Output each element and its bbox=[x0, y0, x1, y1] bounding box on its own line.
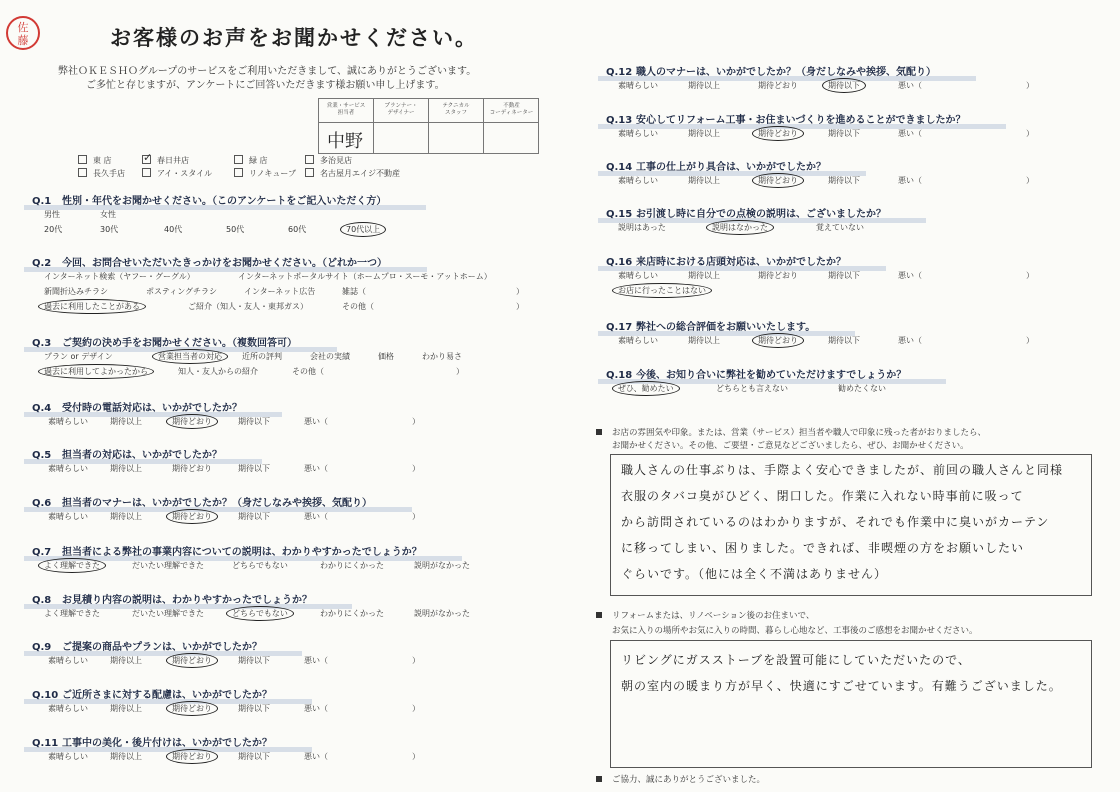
answer-option[interactable]: わかりにくかった bbox=[320, 561, 384, 570]
question-q5 bbox=[32, 446, 222, 461]
answer-option[interactable]: 期待以上 bbox=[110, 512, 142, 521]
answer-option[interactable]: だいたい理解できた bbox=[132, 609, 204, 618]
answer-option[interactable]: 期待以上 bbox=[688, 176, 720, 185]
answer-option[interactable]: 期待以上 bbox=[688, 129, 720, 138]
answer-option-selected[interactable]: 説明はなかった bbox=[706, 220, 774, 235]
answer-option-selected[interactable]: どちらでもない bbox=[226, 606, 294, 621]
answer-option[interactable]: ） bbox=[516, 302, 524, 311]
question-text: 性別・年代をお聞かせください。（このアンケートをご記入いただく方） bbox=[62, 196, 387, 207]
answer-option[interactable]: インターネット広告 bbox=[244, 287, 316, 296]
question-q17 bbox=[606, 318, 815, 333]
question-q11 bbox=[32, 734, 272, 749]
answer-option[interactable]: その他（ bbox=[292, 367, 324, 376]
comment2-prompt-2: お気に入りの場所やお気に入りの時間、暮らし心地など、工事後のご感想をお聞かせください。 bbox=[612, 626, 978, 636]
store-midori[interactable]: 緑 店 bbox=[234, 155, 268, 166]
answer-option[interactable]: 素晴らしい bbox=[48, 417, 88, 426]
comment1-prompt-2: お聞かせください。その他、ご要望・ご意見などございましたら、ぜひ、お聞かせください。 bbox=[612, 441, 969, 451]
answer-option[interactable]: ） bbox=[1026, 271, 1034, 280]
answer-option[interactable]: 50代 bbox=[226, 225, 245, 234]
question-number: Q.14 bbox=[606, 162, 633, 173]
answer-option-selected[interactable]: 過去に利用してよかったから bbox=[38, 364, 154, 379]
answer-option[interactable]: わかりにくかった bbox=[320, 609, 384, 618]
question-text: 今回、お問合せいただいたきっかけをお聞かせください。（どれか一つ） bbox=[62, 258, 387, 269]
answer-option[interactable]: 知人・友人からの紹介 bbox=[178, 367, 258, 376]
answer-option[interactable]: 説明がなかった bbox=[414, 561, 470, 570]
question-number: Q.16 bbox=[606, 257, 633, 268]
comment2-box[interactable] bbox=[610, 640, 1092, 768]
answer-option[interactable]: 男性 bbox=[44, 210, 60, 219]
answer-option[interactable]: 素晴らしい bbox=[48, 464, 88, 473]
answer-option[interactable]: 40代 bbox=[164, 225, 183, 234]
answer-option[interactable]: だいたい理解できた bbox=[132, 561, 204, 570]
comment1-line-4: に移ってしまい、困りました。できれば、非喫煙の方をお願いしたい bbox=[621, 541, 1025, 555]
answer-option-selected[interactable]: 期待どおり bbox=[166, 414, 218, 429]
answer-option[interactable]: 新聞折込みチラシ bbox=[44, 287, 108, 296]
answer-option-selected[interactable]: 期待どおり bbox=[752, 333, 804, 348]
intro-line-1: 弊社ＯＫＥＳＨＯグループのサービスをご利用いただきまして、誠にありがとうございます。 bbox=[58, 66, 477, 77]
staff-table bbox=[318, 98, 539, 154]
question-text: 工事中の美化・後片付けは、いかがでしたか？ bbox=[62, 738, 272, 749]
answer-option[interactable]: 悪い（ bbox=[898, 336, 922, 345]
question-text: 受付時の電話対応は、いかがでしたか？ bbox=[62, 403, 242, 414]
answer-option[interactable]: 期待どおり bbox=[758, 81, 798, 90]
answer-option[interactable]: 期待以上 bbox=[110, 752, 142, 761]
question-q3 bbox=[32, 334, 297, 349]
question-q9 bbox=[32, 638, 262, 653]
intro-line-2: ご多忙と存じますが、アンケートにご回答いただきます様お願い申し上げます。 bbox=[86, 80, 445, 91]
question-number: Q.15 bbox=[606, 209, 633, 220]
answer-option[interactable]: ） bbox=[412, 752, 420, 761]
answer-option[interactable]: 素晴らしい bbox=[48, 512, 88, 521]
comment1-line-3: から訪問されているのはわかりますが、それでも作業中に臭いがカーテン bbox=[621, 515, 1050, 529]
answer-option[interactable]: 会社の実績 bbox=[310, 352, 350, 361]
answer-option[interactable]: 雑誌（ bbox=[342, 287, 366, 296]
answer-option[interactable]: インターネットポータルサイト（ホームプロ・スーモ・アットホーム） bbox=[238, 272, 492, 281]
comment2-prompt-1: リフォームまたは、リノベーション後のお住まいで、 bbox=[612, 611, 815, 621]
answer-option[interactable]: よく理解できた bbox=[44, 609, 100, 618]
answer-option[interactable]: 期待以下 bbox=[828, 129, 860, 138]
answer-option[interactable]: 期待以下 bbox=[828, 336, 860, 345]
question-number: Q.18 bbox=[606, 370, 633, 381]
answer-option[interactable]: ポスティングチラシ bbox=[146, 287, 218, 296]
question-q12 bbox=[606, 63, 936, 78]
answer-option[interactable]: 説明がなかった bbox=[414, 609, 470, 618]
question-q8 bbox=[32, 591, 312, 606]
answer-option-selected[interactable]: 期待以下 bbox=[822, 78, 866, 93]
question-number: Q.6 bbox=[32, 498, 52, 509]
staff-header-technical: テクニカル スタッフ bbox=[429, 99, 484, 123]
answer-option[interactable]: 素晴らしい bbox=[618, 271, 658, 280]
answer-option[interactable]: ） bbox=[1026, 81, 1034, 90]
question-number: Q.9 bbox=[32, 642, 52, 653]
answer-option-selected[interactable]: 期待どおり bbox=[166, 653, 218, 668]
answer-option[interactable]: 悪い（ bbox=[304, 704, 328, 713]
answer-option[interactable]: 期待以上 bbox=[688, 271, 720, 280]
answer-option[interactable]: 期待以下 bbox=[238, 464, 270, 473]
question-q7 bbox=[32, 543, 422, 558]
question-text: 今後、お知り合いに弊社を勧めていただけますでしょうか？ bbox=[636, 370, 907, 381]
answer-option[interactable]: ご紹介（知人・友人・東邦ガス） bbox=[188, 302, 308, 311]
answer-option[interactable]: 悪い（ bbox=[898, 176, 922, 185]
question-text: ご提案の商品やプランは、いかがでしたか？ bbox=[62, 642, 262, 653]
answer-option[interactable]: ） bbox=[1026, 129, 1034, 138]
question-text: 職人のマナーは、いかがでしたか？（身だしなみや挨拶、気配り） bbox=[636, 67, 936, 78]
answer-option-selected[interactable]: 70代以上 bbox=[340, 222, 386, 237]
answer-option-selected[interactable]: よく理解できた bbox=[38, 558, 106, 573]
answer-option[interactable]: 説明はあった bbox=[618, 223, 666, 232]
planner-cell bbox=[374, 123, 429, 154]
answer-option[interactable]: 期待以下 bbox=[828, 176, 860, 185]
question-q18 bbox=[606, 366, 906, 381]
store-east[interactable]: 東 店 bbox=[78, 155, 112, 166]
store-istyle[interactable]: アイ・スタイル bbox=[142, 168, 212, 179]
answer-option[interactable]: プラン or デザイン bbox=[44, 352, 113, 361]
answer-option[interactable]: ） bbox=[412, 704, 420, 713]
question-text: 担当者のマナーは、いかがでしたか？（身だしなみや挨拶、気配り） bbox=[62, 498, 372, 509]
answer-option[interactable]: インターネット検索（ヤフー・グーグル） bbox=[44, 272, 195, 281]
answer-option-selected[interactable]: 過去に利用したことがある bbox=[38, 299, 146, 314]
answer-option[interactable]: 20代 bbox=[44, 225, 63, 234]
store-renocube[interactable]: リノキューブ bbox=[234, 168, 296, 179]
answer-option[interactable]: ） bbox=[1026, 176, 1034, 185]
question-q16 bbox=[606, 253, 846, 268]
answer-option-selected[interactable]: 期待どおり bbox=[752, 126, 804, 141]
answer-option[interactable]: 期待以上 bbox=[110, 704, 142, 713]
answer-option[interactable]: 素晴らしい bbox=[48, 656, 88, 665]
answer-option[interactable]: ） bbox=[516, 287, 524, 296]
question-number: Q.5 bbox=[32, 450, 52, 461]
question-q2 bbox=[32, 254, 387, 269]
comment1-box[interactable] bbox=[610, 454, 1092, 596]
answer-option[interactable]: 悪い（ bbox=[304, 512, 328, 521]
answer-option[interactable]: 期待以上 bbox=[110, 464, 142, 473]
comment1-prompt-1: お店の雰囲気や印象。または、営業（サービス）担当者や職人で印象に残った者がおりましたら、 bbox=[612, 428, 987, 438]
question-q1 bbox=[32, 192, 386, 207]
answer-option[interactable]: ） bbox=[412, 464, 420, 473]
answer-option[interactable]: 悪い（ bbox=[898, 271, 922, 280]
store-tajimi[interactable]: 多治見店 bbox=[305, 155, 352, 166]
question-number: Q.2 bbox=[32, 258, 52, 269]
question-text: お引渡し時に自分での点検の説明は、ございましたか？ bbox=[636, 209, 886, 220]
answer-option[interactable]: 覚えていない bbox=[816, 223, 864, 232]
question-number: Q.10 bbox=[32, 690, 59, 701]
answer-option[interactable]: 悪い（ bbox=[898, 129, 922, 138]
answer-option[interactable]: 30代 bbox=[100, 225, 119, 234]
answer-option[interactable]: 悪い（ bbox=[304, 656, 328, 665]
question-number: Q.1 bbox=[32, 196, 52, 207]
answer-option[interactable]: 悪い（ bbox=[304, 417, 328, 426]
answer-option[interactable]: 60代 bbox=[288, 225, 307, 234]
answer-option[interactable]: 女性 bbox=[100, 210, 116, 219]
answer-option-selected[interactable]: 営業担当者の対応 bbox=[152, 349, 228, 364]
question-number: Q.11 bbox=[32, 738, 59, 749]
answer-option[interactable]: 期待以上 bbox=[110, 656, 142, 665]
answer-option-selected[interactable]: 期待どおり bbox=[166, 749, 218, 764]
question-q6 bbox=[32, 494, 372, 509]
question-q14 bbox=[606, 158, 826, 173]
question-text: お見積り内容の説明は、わかりやすかったでしょうか？ bbox=[62, 595, 312, 606]
staff-header-realestate: 不動産 コーディネーター bbox=[484, 99, 539, 123]
answer-option[interactable]: 素晴らしい bbox=[618, 81, 658, 90]
answer-option[interactable]: 期待以下 bbox=[238, 656, 270, 665]
answer-option[interactable]: 期待どおり bbox=[758, 271, 798, 280]
answer-option[interactable]: 価格 bbox=[378, 352, 394, 361]
answer-option[interactable]: 期待以上 bbox=[110, 417, 142, 426]
seal-line2: 藤 bbox=[17, 34, 29, 47]
answer-option[interactable]: 素晴らしい bbox=[48, 752, 88, 761]
answer-option[interactable]: 期待以下 bbox=[238, 704, 270, 713]
question-number: Q.4 bbox=[32, 403, 52, 414]
staff-header-sales: 営業・サービス 担当者 bbox=[319, 99, 374, 123]
question-number: Q.8 bbox=[32, 595, 52, 606]
comment1-bullet bbox=[596, 429, 602, 435]
answer-option[interactable]: ） bbox=[456, 367, 464, 376]
answer-option[interactable]: その他（ bbox=[342, 302, 374, 311]
answer-option[interactable]: 期待どおり bbox=[172, 464, 212, 473]
question-text: 安心してリフォーム工事・お住まいづくりを進めることができましたか？ bbox=[636, 115, 966, 126]
footer-bullet bbox=[596, 776, 602, 782]
comment2-bullet bbox=[596, 612, 602, 618]
store-kasugai[interactable]: ✓ 春日井店 bbox=[143, 151, 189, 165]
answer-option[interactable]: 勧めたくない bbox=[838, 384, 886, 393]
question-text: 担当者の対応は、いかがでしたか？ bbox=[62, 450, 222, 461]
question-number: Q.17 bbox=[606, 322, 633, 333]
answer-option[interactable]: 悪い（ bbox=[304, 464, 328, 473]
answer-option-selected[interactable]: お店に行ったことはない bbox=[612, 283, 712, 298]
answer-option[interactable]: ） bbox=[412, 512, 420, 521]
answer-option[interactable]: 近所の評判 bbox=[242, 352, 282, 361]
footer-thanks: ご協力、誠にありがとうございました。 bbox=[612, 775, 766, 785]
answer-option[interactable]: わかり易さ bbox=[422, 352, 462, 361]
answer-option[interactable]: 素晴らしい bbox=[618, 176, 658, 185]
answer-option-selected[interactable]: ぜひ、勧めたい bbox=[612, 381, 680, 396]
question-text: 担当者による弊社の事業内容についての説明は、わかりやすかったでしょうか？ bbox=[62, 547, 422, 558]
seal-line1: 佐 bbox=[17, 21, 29, 34]
question-q13 bbox=[606, 111, 966, 126]
question-text: ご近所さまに対する配慮は、いかがでしたか？ bbox=[62, 690, 272, 701]
question-q15 bbox=[606, 205, 886, 220]
answer-option[interactable]: 悪い（ bbox=[304, 752, 328, 761]
question-number: Q.3 bbox=[32, 338, 52, 349]
comment2-line-1: リビングにガスストーブを設置可能にしていただいたので、 bbox=[621, 653, 971, 667]
answer-option-selected[interactable]: 期待どおり bbox=[166, 701, 218, 716]
seal-stamp bbox=[6, 16, 40, 50]
comment1-line-1: 職人さんの仕事ぶりは、手際よく安心できましたが、前回の職人さんと同様 bbox=[621, 463, 1064, 477]
comment1-line-2: 衣服のタバコ臭がひどく、閉口した。作業に入れない時事前に吸って bbox=[621, 489, 1024, 503]
answer-option[interactable]: 悪い（ bbox=[898, 81, 922, 90]
question-text: ご契約の決め手をお聞かせください。（複数回答可） bbox=[62, 338, 297, 349]
staff-header-planner: プランナー・ デザイナー bbox=[374, 99, 429, 123]
answer-option[interactable]: ） bbox=[412, 656, 420, 665]
answer-option[interactable]: 期待以下 bbox=[238, 512, 270, 521]
question-number: Q.12 bbox=[606, 67, 633, 78]
sales-staff-name: 中野 bbox=[319, 123, 374, 154]
question-text: 来店時における店頭対応は、いかがでしたか？ bbox=[636, 257, 846, 268]
question-text: 工事の仕上がり具合は、いかがでしたか？ bbox=[636, 162, 826, 173]
answer-option[interactable]: ） bbox=[412, 417, 420, 426]
page-title: お客様のお声をお聞かせください。 bbox=[110, 26, 478, 50]
question-q4 bbox=[32, 399, 242, 414]
answer-option-selected[interactable]: 期待どおり bbox=[752, 173, 804, 188]
answer-option[interactable]: どちらでもない bbox=[232, 561, 288, 570]
store-nagakute[interactable]: 長久手店 bbox=[78, 168, 125, 179]
answer-option[interactable]: 期待以上 bbox=[688, 81, 720, 90]
answer-option[interactable]: どちらとも言えない bbox=[716, 384, 788, 393]
answer-option[interactable]: 期待以下 bbox=[238, 417, 270, 426]
comment1-line-5: ぐらいです。（他には全く不満はありません） bbox=[621, 567, 888, 581]
technical-cell bbox=[429, 123, 484, 154]
answer-option[interactable]: 素晴らしい bbox=[618, 129, 658, 138]
question-text: 弊社への総合評価をお願いいたします。 bbox=[636, 322, 816, 333]
question-number: Q.13 bbox=[606, 115, 633, 126]
answer-option[interactable]: 期待以上 bbox=[688, 336, 720, 345]
answer-option[interactable]: 素晴らしい bbox=[618, 336, 658, 345]
answer-option[interactable]: 期待以下 bbox=[238, 752, 270, 761]
question-number: Q.7 bbox=[32, 547, 52, 558]
answer-option-selected[interactable]: 期待どおり bbox=[166, 509, 218, 524]
answer-option[interactable]: 期待以下 bbox=[828, 271, 860, 280]
answer-option[interactable]: 素晴らしい bbox=[48, 704, 88, 713]
comment2-line-2: 朝の室内の暖まり方が早く、快適にすごせています。有難うございました。 bbox=[621, 679, 1062, 693]
question-q10 bbox=[32, 686, 272, 701]
answer-option[interactable]: ） bbox=[1026, 336, 1034, 345]
store-nagoya-realestate[interactable]: 名古屋月エイジ不動産 bbox=[305, 168, 400, 179]
